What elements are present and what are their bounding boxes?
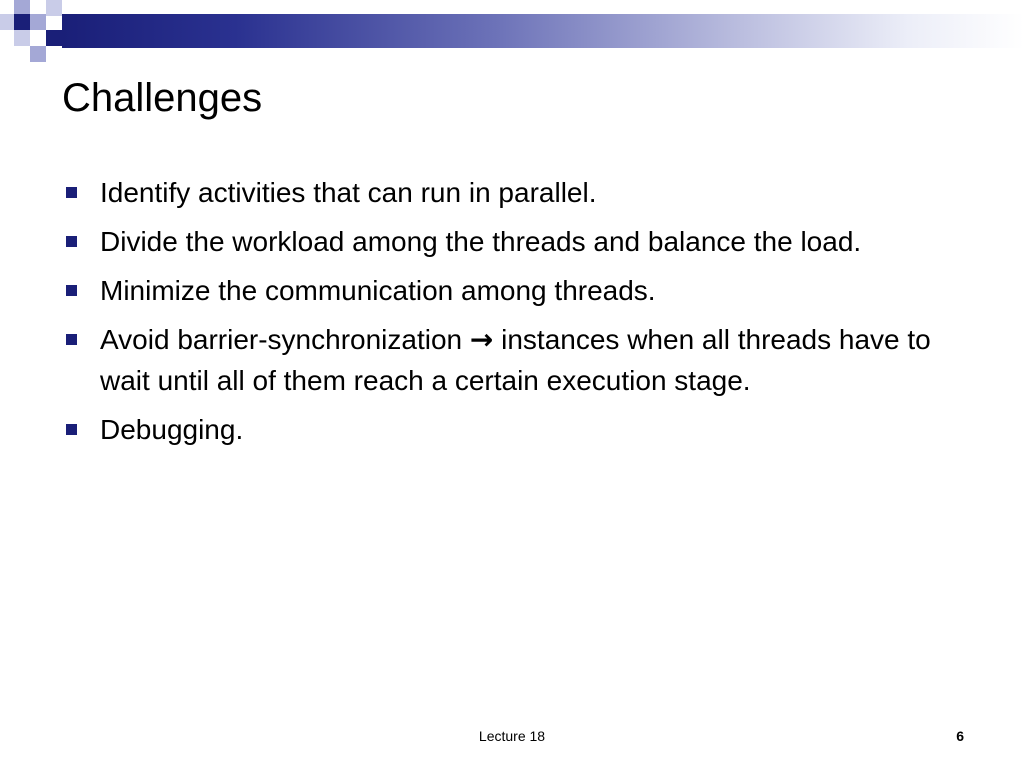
square-bullet-icon [66, 236, 77, 247]
bullet-item [62, 409, 962, 450]
corner-square [14, 30, 30, 46]
bullet-item [62, 319, 962, 401]
corner-square [14, 14, 30, 30]
bullet-item [62, 172, 962, 213]
bullet-item [62, 270, 962, 311]
corner-square [30, 46, 46, 62]
right-arrow-icon: → [469, 323, 494, 356]
bullet-text: Identify activities that can run in parallel. [100, 177, 597, 208]
bullet-text: Divide the workload among the threads and balance the load. [100, 226, 862, 257]
page-number: 6 [956, 728, 964, 744]
corner-square [46, 30, 62, 46]
bullet-item [62, 221, 962, 262]
slide-title: Challenges [62, 76, 263, 120]
square-bullet-icon [66, 424, 77, 435]
header-gradient-bar [62, 14, 1024, 48]
footer-lecture-label: Lecture 18 [478, 728, 546, 744]
square-bullet-icon [66, 334, 77, 345]
bullet-text: Debugging. [100, 414, 244, 445]
bullet-text-continued: instances when all threads have to wait until all of them reach a certain execution stage. [100, 324, 931, 396]
square-bullet-icon [66, 187, 77, 198]
corner-square [30, 14, 46, 30]
bullet-text: Minimize the communication among threads. [100, 275, 656, 306]
square-bullet-icon [66, 285, 77, 296]
bullet-list [62, 172, 962, 458]
corner-square [46, 0, 62, 16]
bullet-text: Avoid barrier-synchronization [100, 324, 470, 355]
